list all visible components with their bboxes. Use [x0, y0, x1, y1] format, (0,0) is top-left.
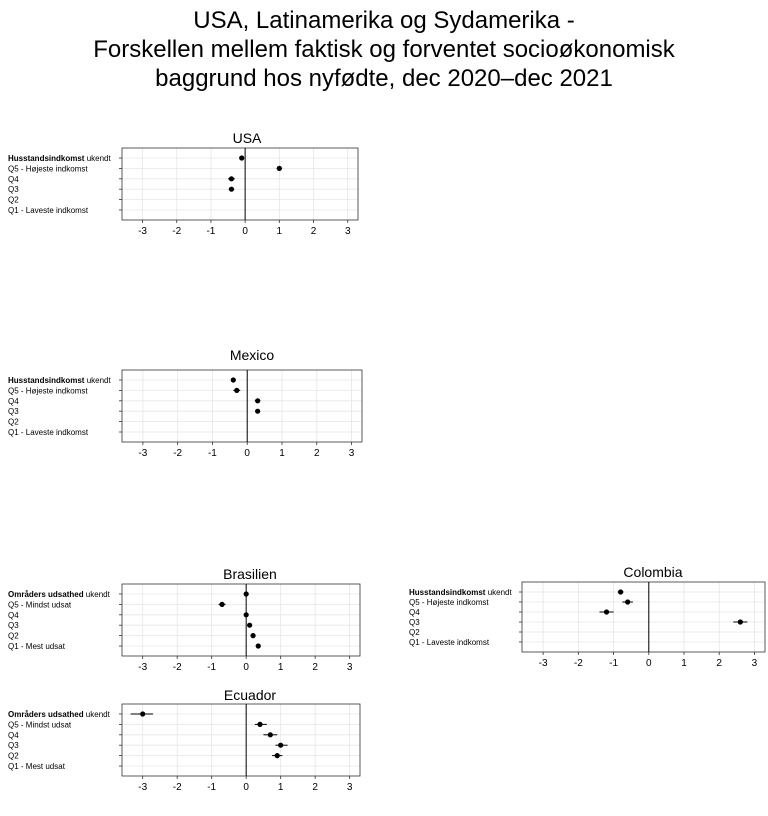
data-point: [231, 377, 236, 382]
category-label-rest: ukendt: [84, 154, 111, 163]
category-label: Q4: [409, 608, 420, 617]
x-tick-label: 2: [314, 448, 320, 459]
page-title-line-1: USA, Latinamerika og Sydamerika -: [193, 7, 575, 34]
x-tick-label: 1: [276, 226, 283, 237]
x-tick-label: 3: [751, 658, 758, 669]
data-point: [257, 722, 262, 727]
category-label: [8, 376, 111, 385]
data-point: [255, 398, 260, 403]
panel-title: Mexico: [229, 347, 275, 363]
data-point: [244, 591, 249, 596]
data-point: [738, 619, 743, 624]
category-label-rest: ukendt: [83, 710, 110, 719]
data-point: [140, 711, 145, 716]
category-label-bold: Husstandsindkomst: [8, 376, 85, 385]
data-point: [275, 753, 280, 758]
panel-usa: [8, 130, 358, 237]
x-tick-label: 0: [244, 448, 250, 459]
data-point: [268, 732, 273, 737]
category-label-bold: Husstandsindkomst: [409, 588, 486, 597]
data-point: [247, 623, 252, 628]
x-tick-label: -1: [207, 782, 217, 793]
category-label: Q4: [8, 730, 19, 740]
page-title-line-2: Forskellen mellem faktisk og forventet socioøkonomisk: [93, 36, 675, 63]
x-tick-label: -2: [172, 662, 182, 673]
category-label-bold: Områders udsathed: [8, 590, 84, 599]
x-tick-label: 0: [242, 226, 248, 237]
panel-title: Colombia: [623, 564, 683, 580]
category-label: Q2: [409, 628, 420, 637]
x-tick-label: -1: [207, 662, 217, 673]
x-tick-label: 3: [348, 448, 355, 459]
data-point: [625, 599, 630, 604]
x-tick-label: 0: [243, 662, 249, 673]
data-point: [278, 743, 283, 748]
x-tick-label: -2: [173, 448, 183, 459]
data-point: [234, 388, 239, 393]
category-label: Q2: [8, 417, 19, 427]
panel-brasilien: [8, 566, 360, 673]
category-label: Q3: [8, 741, 19, 751]
category-label-rest: ukendt: [84, 376, 111, 385]
data-point: [277, 166, 282, 171]
category-label-rest: ukendt: [83, 590, 110, 599]
category-label: Q4: [8, 396, 19, 406]
category-label: Q2: [8, 631, 19, 641]
category-label: Q3: [8, 185, 19, 195]
category-label: [8, 154, 111, 163]
x-tick-label: -3: [538, 658, 548, 669]
panel-title: USA: [232, 130, 262, 146]
category-label: Q1 - Mest udsat: [8, 762, 65, 771]
category-label: Q3: [409, 618, 420, 627]
category-label: Q1 - Laveste indkomst: [409, 638, 490, 647]
category-label: Q3: [8, 407, 19, 417]
plot-frame: [522, 582, 765, 652]
x-tick-label: 0: [646, 658, 652, 669]
x-tick-label: -2: [573, 658, 583, 669]
x-tick-label: 2: [310, 226, 317, 237]
x-tick-label: 2: [716, 658, 722, 669]
panel-title: Ecuador: [223, 687, 277, 703]
x-tick-label: -3: [138, 662, 148, 673]
page-title-line-3: baggrund hos nyfødte, dec 2020–dec 2021: [155, 65, 613, 92]
x-tick-label: -3: [138, 782, 148, 793]
category-label: Q3: [8, 621, 19, 631]
category-label-bold: Områders udsathed: [8, 710, 84, 719]
category-label: Q1 - Laveste indkomst: [8, 206, 89, 215]
x-tick-label: 1: [681, 658, 687, 669]
x-tick-label: 1: [279, 448, 285, 459]
panel-colombia: [409, 564, 765, 669]
category-label: [409, 588, 512, 597]
panel-title: Brasilien: [223, 566, 277, 582]
plot-frame: [122, 704, 360, 776]
x-tick-label: -3: [138, 226, 147, 237]
category-label: Q5 - Højeste indkomst: [409, 598, 489, 607]
category-label: Q1 - Laveste indkomst: [8, 428, 89, 437]
data-point: [604, 609, 609, 614]
category-label: [8, 710, 111, 719]
category-label: Q2: [8, 751, 19, 761]
x-tick-label: 2: [312, 782, 318, 793]
category-label: [8, 590, 111, 599]
category-label: Q5 - Højeste indkomst: [8, 386, 88, 396]
x-tick-label: -1: [206, 226, 216, 237]
x-tick-label: 1: [277, 662, 284, 673]
data-point: [244, 612, 249, 617]
data-point: [219, 602, 224, 607]
x-tick-label: -1: [609, 658, 619, 669]
data-point: [618, 589, 623, 594]
data-point: [229, 187, 234, 192]
data-point: [256, 643, 261, 648]
data-point: [239, 155, 244, 160]
panel-mexico: [8, 347, 362, 459]
category-label: Q1 - Mest udsat: [8, 642, 65, 651]
x-tick-label: 3: [346, 782, 353, 793]
plot-frame: [122, 584, 360, 656]
category-label-bold: Husstandsindkomst: [8, 154, 85, 163]
category-label: Q4: [8, 610, 19, 620]
x-tick-label: 3: [346, 662, 353, 673]
plot-frame: [122, 370, 362, 442]
x-tick-label: -2: [172, 782, 182, 793]
category-label: Q5 - Højeste indkomst: [8, 164, 88, 174]
panel-ecuador: [8, 687, 360, 793]
data-point: [229, 176, 234, 181]
x-tick-label: 2: [312, 662, 318, 673]
category-label: Q5 - Mindst udsat: [8, 600, 72, 610]
category-label: Q2: [8, 195, 19, 205]
x-tick-label: 0: [243, 782, 249, 793]
data-point: [255, 409, 260, 414]
x-tick-label: -2: [172, 226, 182, 237]
x-tick-label: -1: [207, 448, 217, 459]
category-label: Q5 - Mindst udsat: [8, 720, 72, 730]
category-label: Q4: [8, 174, 19, 184]
x-tick-label: -3: [138, 448, 148, 459]
data-point: [250, 633, 255, 638]
x-tick-label: 1: [277, 782, 284, 793]
x-tick-label: 3: [344, 226, 351, 237]
category-label-rest: ukendt: [485, 588, 512, 597]
